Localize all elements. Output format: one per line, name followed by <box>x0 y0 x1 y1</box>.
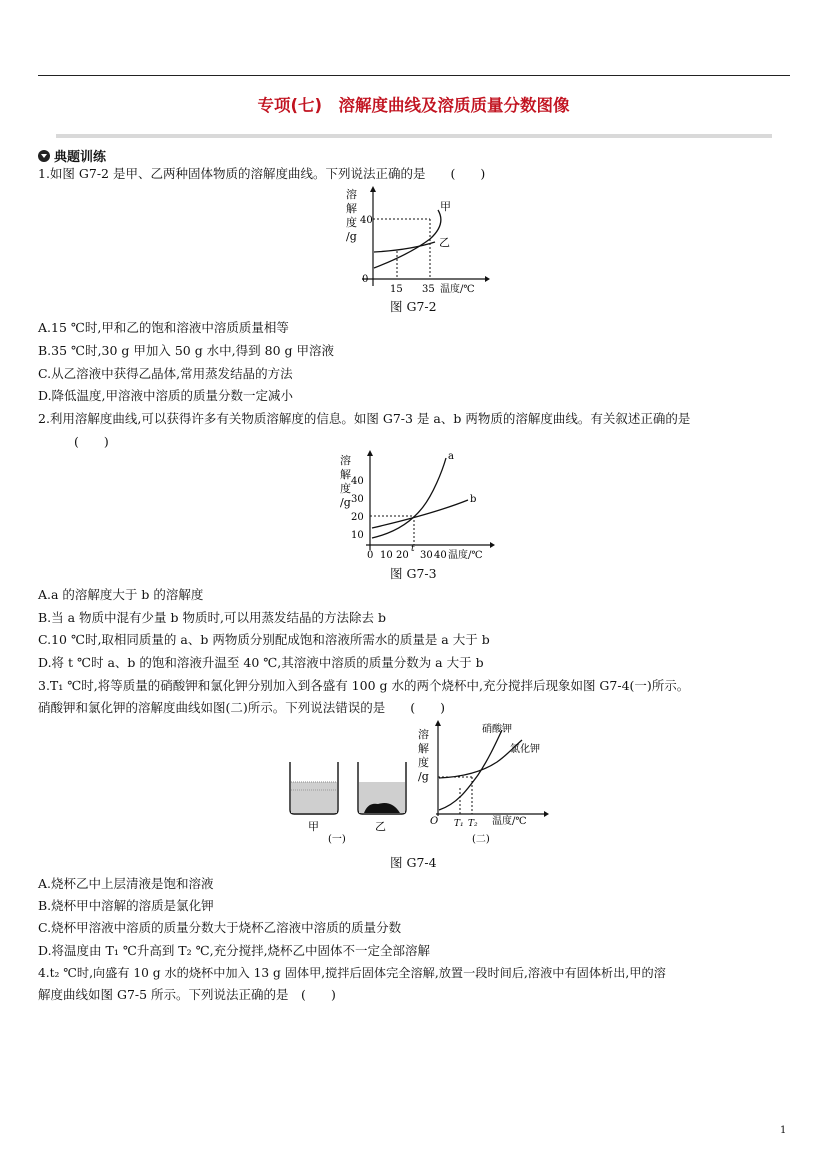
svg-text:40: 40 <box>434 550 447 561</box>
x-tick-35: 35 <box>422 284 435 295</box>
q2-answer-paren: ( ) <box>74 434 109 449</box>
label-yi: 乙 <box>375 820 386 833</box>
q2-option-b: B.当 a 物质中混有少量 b 物质时,可以用蒸发结晶的方法除去 b <box>38 610 386 625</box>
q4-stem-line2: 解度曲线如图 G7-5 所示。下列说法正确的是 ( ) <box>38 987 336 1002</box>
q4-stem-line1: 4.t₂ ℃时,向盛有 10 g 水的烧杯中加入 13 g 固体甲,搅拌后固体完全溶解,放置一段时间后,溶液中有固体析出,甲的溶 <box>38 966 666 980</box>
origin: 0 <box>362 274 369 285</box>
q1-stem: 1.如图 G7-2 是甲、乙两种固体物质的溶解度曲线。下列说法正确的是 ( ) <box>38 166 486 181</box>
x-tick-15: 15 <box>390 284 403 295</box>
y-tick-40: 40 <box>360 215 373 226</box>
title-underline <box>56 134 772 138</box>
svg-text:温度/℃: 温度/℃ <box>492 816 527 827</box>
figure-g7-4 <box>282 720 552 848</box>
label-kcl: 氯化钾 <box>510 744 540 755</box>
svg-text:温度/℃: 温度/℃ <box>448 550 483 561</box>
svg-text:40: 40 <box>351 476 364 487</box>
svg-text:/g: /g <box>346 230 357 243</box>
beaker-yi <box>358 762 406 814</box>
q3-option-a: A.烧杯乙中上层清液是饱和溶液 <box>38 876 214 891</box>
caption-g7-3: 图 G7-3 <box>390 566 437 581</box>
svg-text:溶: 溶 <box>418 728 429 741</box>
svg-text:30: 30 <box>351 494 364 505</box>
curve-yi <box>374 242 435 252</box>
svg-text:10: 10 <box>380 550 393 561</box>
label-a: a <box>448 451 454 462</box>
label-jia: 甲 <box>440 200 451 213</box>
curve-b <box>372 500 468 528</box>
q3-option-b: B.烧杯甲中溶解的溶质是氯化钾 <box>38 898 214 913</box>
label-b: b <box>470 494 477 505</box>
q1-option-c: C.从乙溶液中获得乙晶体,常用蒸发结晶的方法 <box>38 366 293 381</box>
q2-option-d: D.将 t ℃时 a、b 的饱和溶液升温至 40 ℃,其溶液中溶质的质量分数为 a 大于 b <box>38 655 484 670</box>
svg-text:0: 0 <box>367 550 374 561</box>
curve-kno3 <box>439 730 502 810</box>
curve-jia <box>374 210 441 268</box>
svg-text:T₂: T₂ <box>468 819 478 829</box>
label-kno3: 硝酸钾 <box>482 724 512 735</box>
top-rule <box>38 75 790 76</box>
q1-option-a: A.15 ℃时,甲和乙的饱和溶液中溶质质量相等 <box>38 320 289 335</box>
page-number: 1 <box>780 1125 787 1136</box>
sub-caption-2: (二) <box>472 834 490 845</box>
section-heading <box>38 146 106 165</box>
svg-text:O: O <box>430 816 439 827</box>
svg-text:10: 10 <box>351 530 364 541</box>
y-label: 溶 <box>346 188 357 201</box>
q1-option-d: D.降低温度,甲溶液中溶质的质量分数一定减小 <box>38 388 294 403</box>
section-label: 典题训练 <box>54 150 107 165</box>
beaker-jia <box>290 762 338 814</box>
label-t: t <box>411 544 415 554</box>
svg-text:20: 20 <box>351 512 364 523</box>
caption-g7-4: 图 G7-4 <box>390 855 437 870</box>
q2-option-c: C.10 ℃时,取相同质量的 a、b 两物质分别配成饱和溶液所需水的质量是 a 大于 b <box>38 632 490 647</box>
caption-g7-2: 图 G7-2 <box>390 299 437 314</box>
q1-option-b: B.35 ℃时,30 g 甲加入 50 g 水中,得到 80 g 甲溶液 <box>38 343 334 358</box>
svg-text:/g: /g <box>418 770 429 783</box>
q3-option-c: C.烧杯甲溶液中溶质的质量分数大于烧杯乙溶液中溶质的质量分数 <box>38 920 402 935</box>
page-title: 专项(七) 溶解度曲线及溶质质量分数图像 <box>257 96 570 115</box>
q3-stem-line2: 硝酸钾和氯化钾的溶解度曲线如图(二)所示。下列说法错误的是 ( ) <box>38 700 446 715</box>
svg-text:度: 度 <box>340 482 351 495</box>
q2-option-a: A.a 的溶解度大于 b 的溶解度 <box>38 587 204 602</box>
q2-stem: 2.利用溶解度曲线,可以获得许多有关物质溶解度的信息。如图 G7-3 是 a、b 两物质的溶解度曲线。有关叙述正确的是 <box>38 411 691 426</box>
svg-text:30: 30 <box>420 550 433 561</box>
figure-g7-2 <box>340 186 490 296</box>
svg-text:解: 解 <box>418 742 429 755</box>
sub-caption-1: (一) <box>328 834 346 845</box>
svg-text:T₁: T₁ <box>454 819 464 829</box>
figure-g7-3 <box>338 450 498 565</box>
label-jia: 甲 <box>308 820 319 833</box>
q3-option-d: D.将温度由 T₁ ℃升高到 T₂ ℃,充分搅拌,烧杯乙中固体不一定全部溶解 <box>38 943 431 958</box>
svg-text:/g: /g <box>340 496 351 509</box>
svg-text:解: 解 <box>340 468 351 481</box>
svg-text:20: 20 <box>396 550 409 561</box>
label-yi: 乙 <box>439 236 450 249</box>
svg-text:溶: 溶 <box>340 454 351 467</box>
section-bullet-icon <box>38 150 50 162</box>
svg-text:解: 解 <box>346 202 357 215</box>
q3-stem-line1: 3.T₁ ℃时,将等质量的硝酸钾和氯化钾分别加入到各盛有 100 g 水的两个烧杯中,充分搅拌后现象如图 G7-4(一)所示。 <box>38 678 690 693</box>
x-label: 温度/℃ <box>440 284 475 295</box>
svg-text:度: 度 <box>418 756 429 769</box>
svg-text:度: 度 <box>346 216 357 229</box>
